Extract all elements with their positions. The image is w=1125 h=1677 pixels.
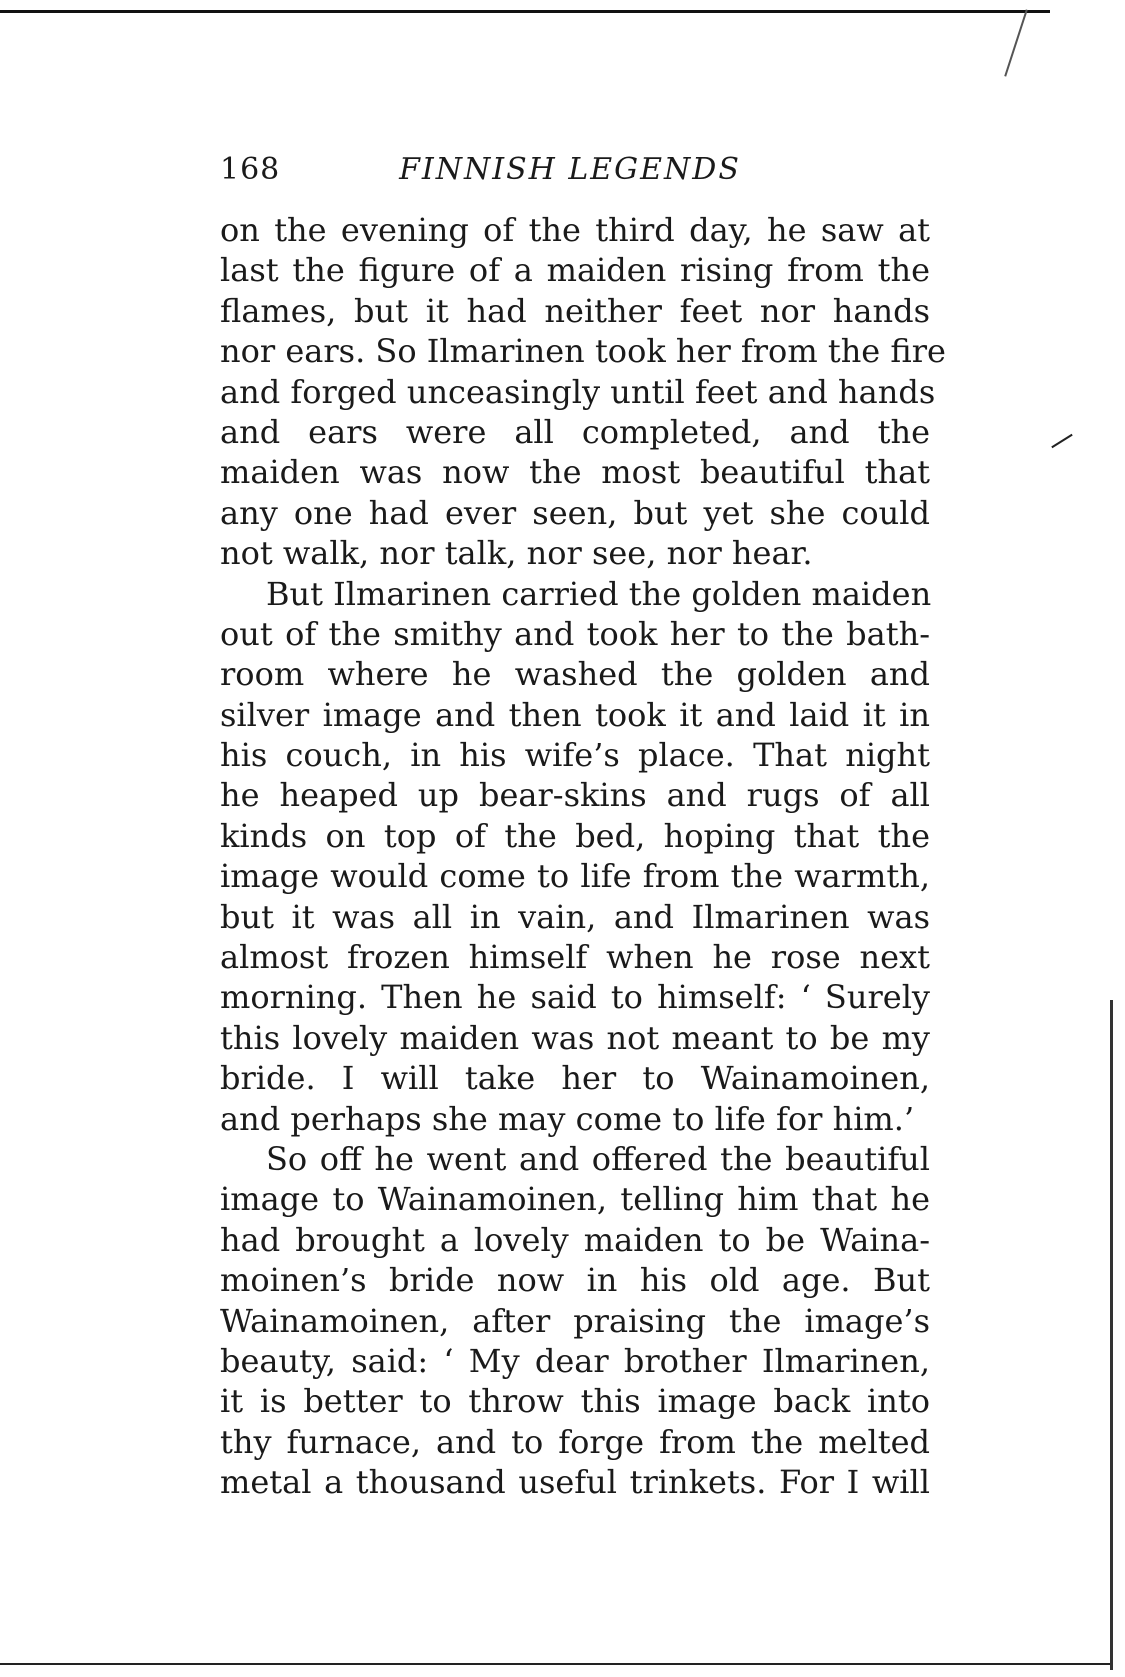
- text-line: image to Wainamoinen, telling him that he: [220, 1180, 930, 1219]
- text-line: had brought a lovely maiden to be Waina-: [220, 1220, 930, 1259]
- paragraph-end-line: and perhaps she may come to life for him.’: [220, 1099, 915, 1138]
- text-line: Wainamoinen, after praising the image’s: [220, 1301, 930, 1340]
- text-line: his couch, in his wife’s place. That night: [220, 736, 930, 775]
- corner-pencil-mark: [1004, 9, 1028, 76]
- text-line: moinen’s bride now in his old age. But: [220, 1261, 930, 1300]
- bottom-page-edge-rule: [0, 1663, 1110, 1665]
- running-head: [220, 148, 930, 192]
- text-line: silver image and then took it and laid it in: [220, 695, 930, 734]
- text-line: morning. Then he said to himself: ‘ Surely: [220, 978, 930, 1017]
- text-line: any one had ever seen, but yet she could: [220, 493, 930, 532]
- text-line: nor ears. So Ilmarinen took her from the fire: [220, 332, 946, 371]
- text-line: almost frozen himself when he rose next: [220, 938, 930, 977]
- text-line: and forged unceasingly until feet and hands: [220, 372, 936, 411]
- text-line: but it was all in vain, and Ilmarinen was: [220, 897, 930, 936]
- text-line: flames, but it had neither feet nor hands: [220, 291, 930, 330]
- text-line: last the figure of a maiden rising from the: [220, 251, 930, 290]
- paragraph-start-line: So off he went and offered the beautiful: [266, 1139, 930, 1178]
- text-line: and ears were all completed, and the: [220, 412, 930, 451]
- body-text: [220, 210, 946, 1503]
- text-line: on the evening of the third day, he saw at: [220, 211, 930, 249]
- right-page-edge: [1110, 1000, 1113, 1670]
- text-line: this lovely maiden was not meant to be my: [220, 1018, 930, 1057]
- text-line: thy furnace, and to forge from the melted: [220, 1422, 930, 1461]
- text-line: it is better to throw this image back into: [220, 1382, 930, 1421]
- text-line: room where he washed the golden and: [220, 655, 930, 694]
- text-line: image would come to life from the warmth,: [220, 857, 930, 896]
- margin-pencil-mark: [1051, 434, 1072, 448]
- paragraph-end-line: not walk, nor talk, nor see, nor hear.: [220, 534, 813, 573]
- text-line: bride. I will take her to Wainamoinen,: [220, 1059, 930, 1098]
- text-line: he heaped up bear-skins and rugs of all: [220, 776, 930, 815]
- text-line: out of the smithy and took her to the bath-: [220, 614, 930, 653]
- text-line: maiden was now the most beautiful that: [220, 453, 930, 492]
- page-number: 168: [220, 152, 281, 187]
- book-title: FINNISH LEGENDS: [399, 152, 741, 187]
- paragraph-start-line: But Ilmarinen carried the golden maiden: [266, 574, 932, 613]
- text-line: metal a thousand useful trinkets. For I will: [220, 1463, 930, 1502]
- text-line: beauty, said: ‘ My dear brother Ilmarinen,: [220, 1341, 930, 1380]
- top-page-edge-rule: [0, 10, 1050, 13]
- text-line: kinds on top of the bed, hoping that the: [220, 816, 930, 855]
